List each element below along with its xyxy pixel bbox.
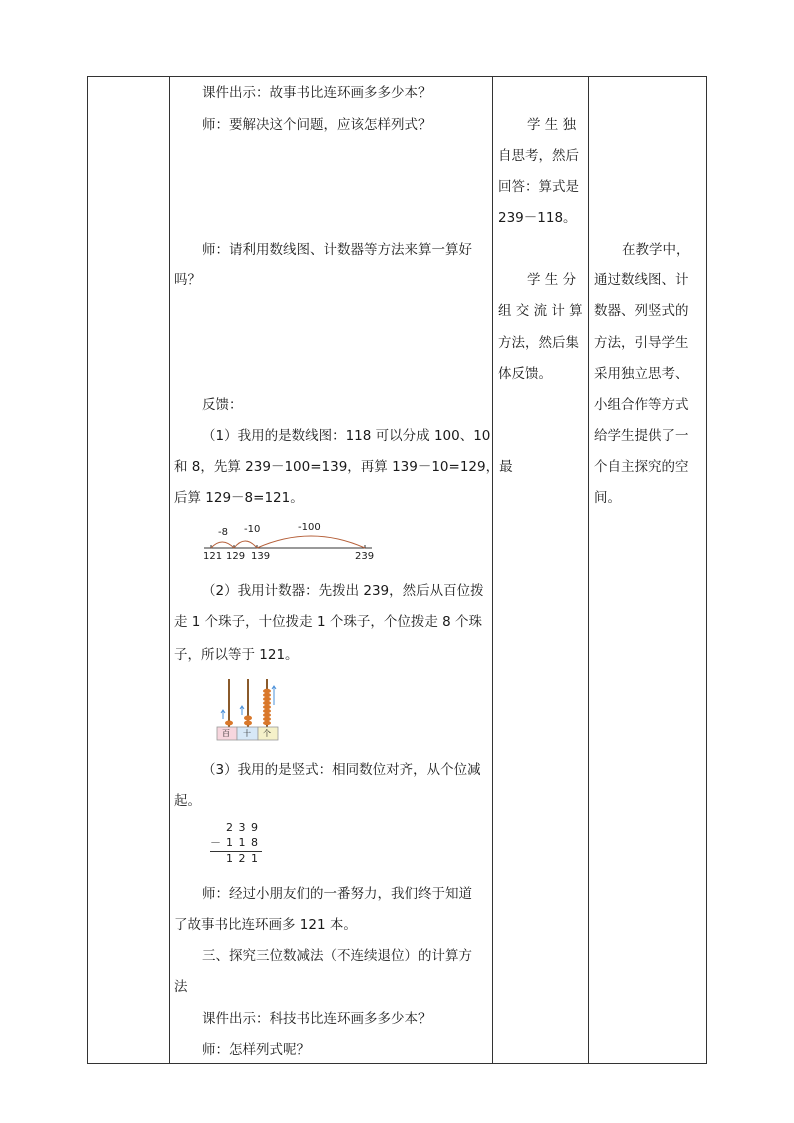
minus-sign: －	[210, 836, 221, 849]
design-intent-line: 小组合作等方式	[594, 397, 689, 413]
student-activity-line: 学 生 分	[527, 272, 577, 288]
student-activity-line: 方法，然后集	[498, 335, 579, 351]
paragraph-feedback: 反馈：	[202, 397, 243, 413]
design-intent-line: 个自主探究的空	[594, 459, 689, 475]
bead	[244, 716, 252, 721]
tick-label: 129	[226, 551, 246, 562]
tick-label: 139	[251, 551, 271, 562]
abacus-label-tens: 十	[243, 729, 251, 738]
jump-label: -10	[244, 524, 261, 535]
bead	[225, 721, 233, 726]
paragraph-teacher-conclusion-1: 师：经过小朋友们的一番努力，我们终于知道	[202, 886, 472, 902]
student-activity-line: 回答：算式是	[498, 179, 579, 195]
abacus-figure	[216, 679, 280, 743]
jump-arc-100	[257, 536, 365, 548]
vertical-subtraction	[208, 820, 268, 868]
paragraph-vertical-2: 起。	[174, 793, 201, 809]
student-activity-line: 学 生 独	[527, 117, 577, 133]
student-activity-line: 239－118。	[498, 210, 577, 226]
number-line-figure	[200, 518, 390, 566]
design-intent-line: 间。	[594, 490, 621, 506]
section-heading-3-2: 法	[174, 979, 188, 995]
section-heading-3-1: 三、探究三位数减法（不连续退位）的计算方	[202, 948, 472, 964]
design-intent-line: 数器、列竖式的	[594, 303, 689, 319]
paragraph-abacus-2: 走 1 个珠子，十位拨走 1 个珠子，个位拨走 8 个珠	[174, 614, 483, 630]
paragraph-vertical-1: （3）我用的是竖式：相同数位对齐，从个位减	[202, 762, 481, 778]
bead	[244, 721, 252, 726]
design-intent-line: 在教学中，	[622, 242, 690, 258]
tick-label: 121	[203, 551, 223, 562]
paragraph-teacher-question-2: 师：怎样列式呢？	[202, 1042, 310, 1058]
paragraph-courseware-1: 课件出示：故事书比连环画多多少本？	[202, 85, 432, 101]
paragraph-teacher-method-2: 吗？	[174, 272, 201, 288]
col-divider-3	[588, 77, 589, 1063]
design-intent-line: 采用独立思考、	[594, 366, 689, 382]
subtrahend: 1 1 8	[226, 836, 259, 849]
difference: 1 2 1	[226, 852, 259, 865]
paragraph-teacher-conclusion-2: 了故事书比连环画多 121 本。	[174, 917, 357, 933]
paragraph-teacher-method-1: 师：请利用数线图、计数器等方法来算一算好	[202, 242, 472, 258]
abacus-label-hundreds: 百	[222, 729, 230, 738]
student-activity-line: 体反馈。	[498, 366, 552, 382]
col-divider-2	[492, 77, 493, 1063]
paragraph-numberline-2: 和 8，先算 239－100=139，再算 139－10=129，最	[174, 459, 513, 475]
minuend: 2 3 9	[226, 821, 259, 834]
tick-label: 239	[355, 551, 375, 562]
paragraph-abacus-3: 子，所以等于 121。	[174, 647, 299, 663]
jump-label: -100	[298, 522, 321, 533]
paragraph-abacus-1: （2）我用计数器：先拨出 239，然后从百位拨	[202, 583, 484, 599]
col-divider-1	[169, 77, 170, 1063]
design-intent-line: 通过数线图、计	[594, 272, 689, 288]
design-intent-line: 给学生提供了一	[594, 428, 689, 444]
student-activity-line: 组 交 流 计 算	[498, 303, 583, 319]
jump-label: -8	[218, 527, 228, 538]
paragraph-numberline-3: 后算 129－8=121。	[174, 490, 304, 506]
paragraph-numberline-1: （1）我用的是数线图：118 可以分成 100、10	[202, 428, 491, 444]
paragraph-courseware-2: 课件出示：科技书比连环画多多少本？	[202, 1011, 432, 1027]
paragraph-teacher-question: 师：要解决这个问题，应该怎样列式？	[202, 117, 432, 133]
jump-arc-8	[211, 542, 234, 548]
jump-arc-10	[234, 541, 257, 548]
abacus-label-ones: 个	[263, 729, 271, 738]
student-activity-line: 自思考，然后	[498, 148, 579, 164]
design-intent-line: 方法，引导学生	[594, 335, 689, 351]
